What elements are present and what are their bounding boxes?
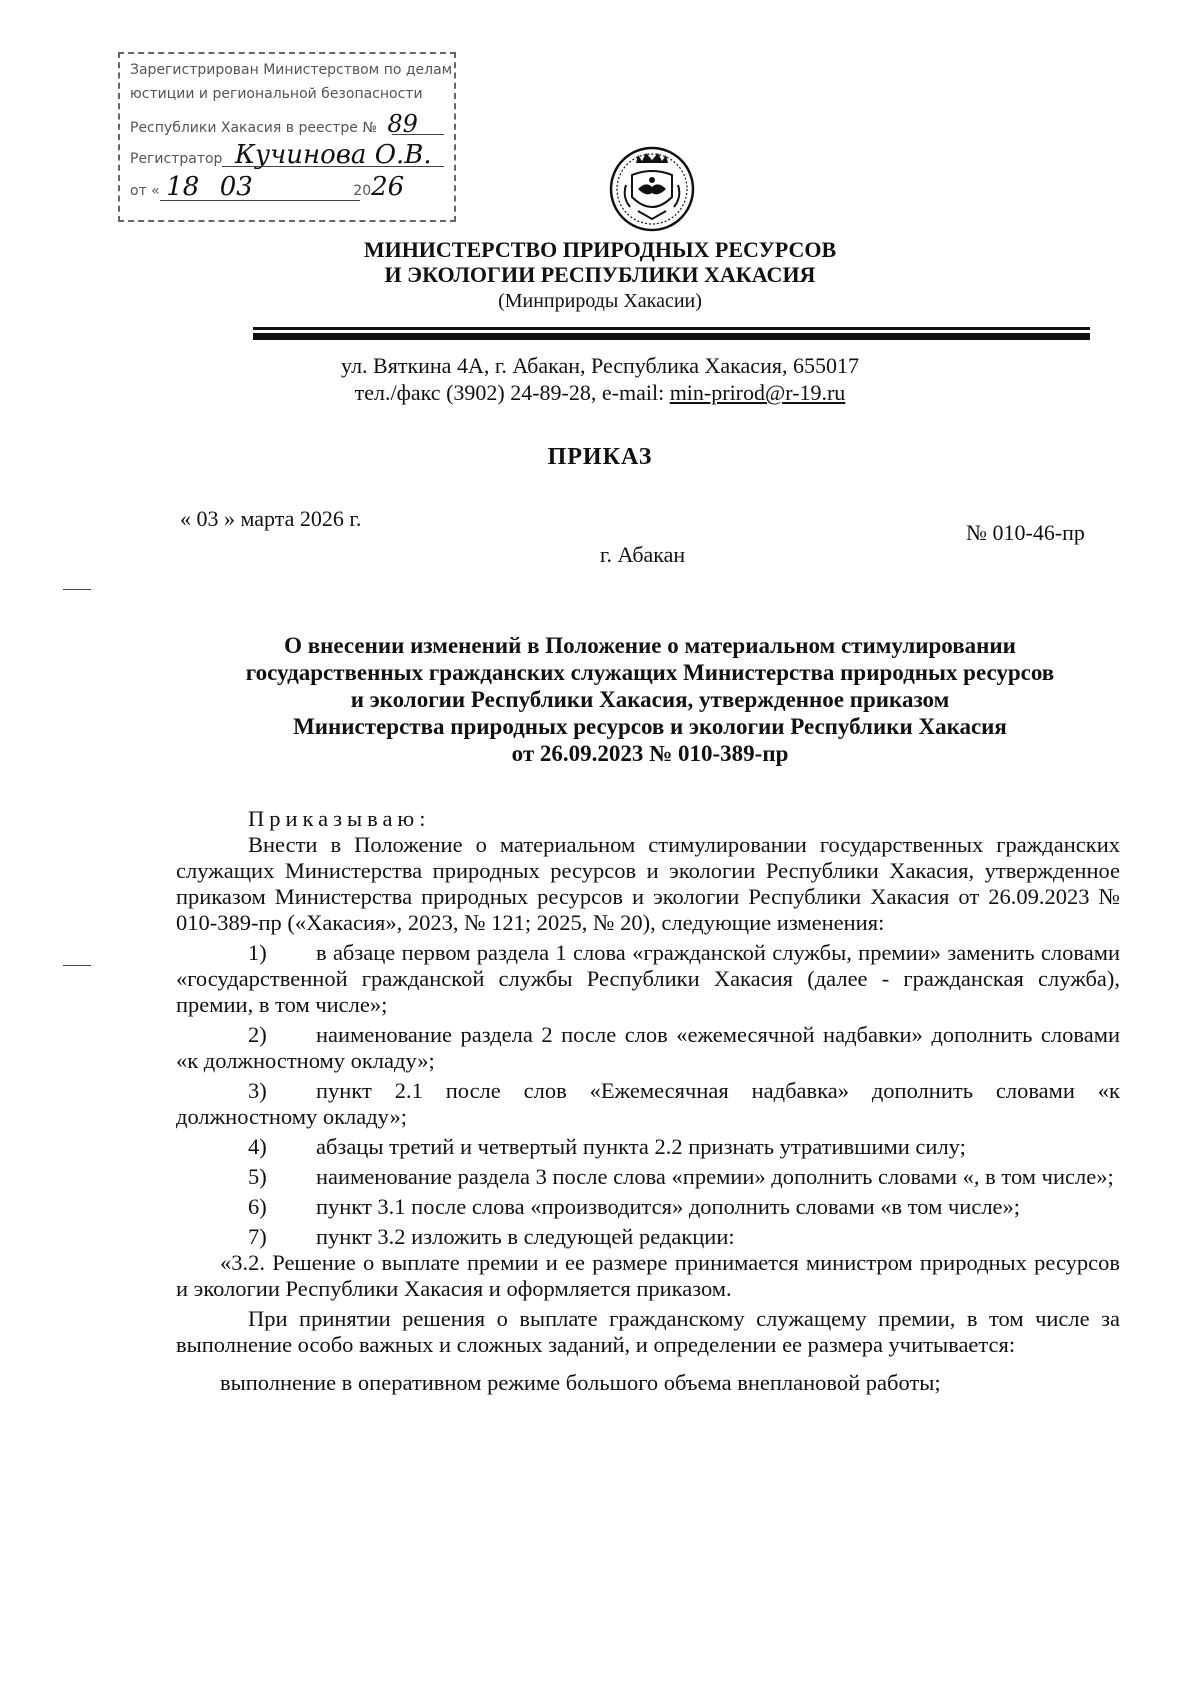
ministry-name-line-1: МИНИСТЕРСТВО ПРИРОДНЫХ РЕСУРСОВ [363, 237, 837, 262]
order-title [160, 632, 1140, 767]
item-number: 2) [248, 1022, 267, 1047]
stamp-line-1: Зарегистрирован Министерством по делам [130, 62, 453, 78]
item-text: пункт 3.2 изложить в следующей редакции: [316, 1224, 735, 1249]
ministry-address: ул. Вяткина 4А, г. Абакан, Республика Хакасия, 655017 [341, 353, 859, 378]
khakassia-coat-of-arms-icon [608, 145, 696, 233]
item-number: 1) [248, 940, 267, 965]
header-divider-thick [253, 333, 1090, 340]
order-date: « 03 » марта 2026 г. [180, 506, 362, 531]
paragraph-last: выполнение в оперативном режиме большого объема внеплановой работы; [220, 1370, 941, 1395]
intro-paragraph: Внести в Положение о материальном стимулировании государственных гражданских служащих Министерства природных ресурсов и экологии Республики Хакасия, утвержденное приказом Министерства природных ресурсов и экологии Республики Хакасия от 26.09.2023 № 010-389-пр («Хакасия», 2023, № 121; 2025, № 20), следующие изменения: [176, 832, 1120, 935]
stamp-day: 18 [166, 172, 200, 202]
order-number: № 010-46-пр [966, 520, 1085, 545]
list-item [176, 1194, 1120, 1220]
list-item [176, 1164, 1120, 1190]
margin-mark [63, 965, 91, 966]
item-text: наименование раздела 3 после слова «премии» дополнить словами «, в том числе»; [316, 1164, 1114, 1189]
stamp-underline [160, 200, 360, 201]
ministry-short-name: (Минприроды Хакасии) [498, 290, 702, 312]
item-text: пункт 2.1 после слов «Ежемесячная надбавка» дополнить словами «к должностному окладу»; [176, 1078, 1120, 1129]
stamp-date-prefix: от « [130, 183, 160, 199]
ministry-name-line-2: И ЭКОЛОГИИ РЕСПУБЛИКИ ХАКАСИЯ [384, 262, 816, 287]
list-item [176, 940, 1120, 1018]
paragraph-3-2: «3.2. Решение о выплате премии и ее размере принимается министром природных ресурсов и экологии Республики Хакасия и оформляется приказом. [176, 1250, 1120, 1301]
item-number: 4) [248, 1134, 267, 1159]
item-number: 3) [248, 1078, 267, 1103]
item-text: пункт 3.1 после слова «производится» дополнить словами «в том числе»; [316, 1194, 1021, 1219]
registration-stamp [118, 52, 456, 222]
header-divider-thin [253, 327, 1090, 330]
stamp-registrar-label: Регистратор [130, 151, 223, 167]
list-item [176, 1224, 1120, 1250]
list-item [176, 1134, 1120, 1160]
stamp-underline [222, 166, 444, 167]
email-link[interactable]: min-prirod@r-19.ru [669, 380, 846, 405]
list-item [176, 1078, 1120, 1130]
item-number: 5) [248, 1164, 267, 1189]
stamp-year-prefix: 20 [353, 183, 372, 199]
stamp-line-3 [130, 110, 418, 138]
stamp-reg-number: 89 [387, 110, 418, 138]
command-word: Приказываю: [248, 806, 431, 831]
item-text: абзацы третий и четвертый пункта 2.2 признать утратившими силу; [316, 1134, 966, 1159]
order-heading: ПРИКАЗ [547, 444, 653, 470]
title-line: от 26.09.2023 № 010-389-пр [511, 741, 789, 766]
title-line: и экологии Республики Хакасия, утвержденное приказом [350, 687, 950, 712]
margin-mark [63, 589, 91, 590]
stamp-reestr-label: Республики Хакасия в реестре № [130, 120, 377, 136]
stamp-line-2: юстиции и региональной безопасности [130, 86, 423, 102]
item-number: 7) [248, 1224, 267, 1249]
title-line: Министерства природных ресурсов и экологии Республики Хакасия [293, 714, 1007, 739]
stamp-year-suffix: 26 [371, 172, 405, 202]
stamp-registrar-signature: Кучинова О.В. [234, 140, 432, 170]
item-text: наименование раздела 2 после слов «ежемесячной надбавки» дополнить словами «к должностному окладу»; [176, 1022, 1120, 1073]
item-text: в абзаце первом раздела 1 слова «гражданской службы, премии» заменить словами «государственной гражданской службы Республики Хакасия (далее - гражданская служба), премии, в том числе»; [176, 940, 1120, 1017]
stamp-underline [392, 134, 444, 135]
order-body [176, 806, 1120, 1396]
phone-fax: тел./факс (3902) 24-89-28, e-mail: [354, 380, 670, 405]
stamp-line-5 [130, 172, 404, 202]
paragraph-decision: При принятии решения о выплате гражданскому служащему премии, в том числе за выполнение особо важных и сложных заданий, и определении ее размера учитывается: [176, 1306, 1120, 1357]
title-line: О внесении изменений в Положение о материальном стимулировании [284, 633, 1016, 658]
list-item [176, 1022, 1120, 1074]
item-number: 6) [248, 1194, 267, 1219]
order-city: г. Абакан [600, 542, 686, 567]
title-line: государственных гражданских служащих Министерства природных ресурсов [245, 660, 1055, 685]
ministry-contacts [0, 379, 1200, 406]
stamp-month: 03 [219, 172, 253, 202]
